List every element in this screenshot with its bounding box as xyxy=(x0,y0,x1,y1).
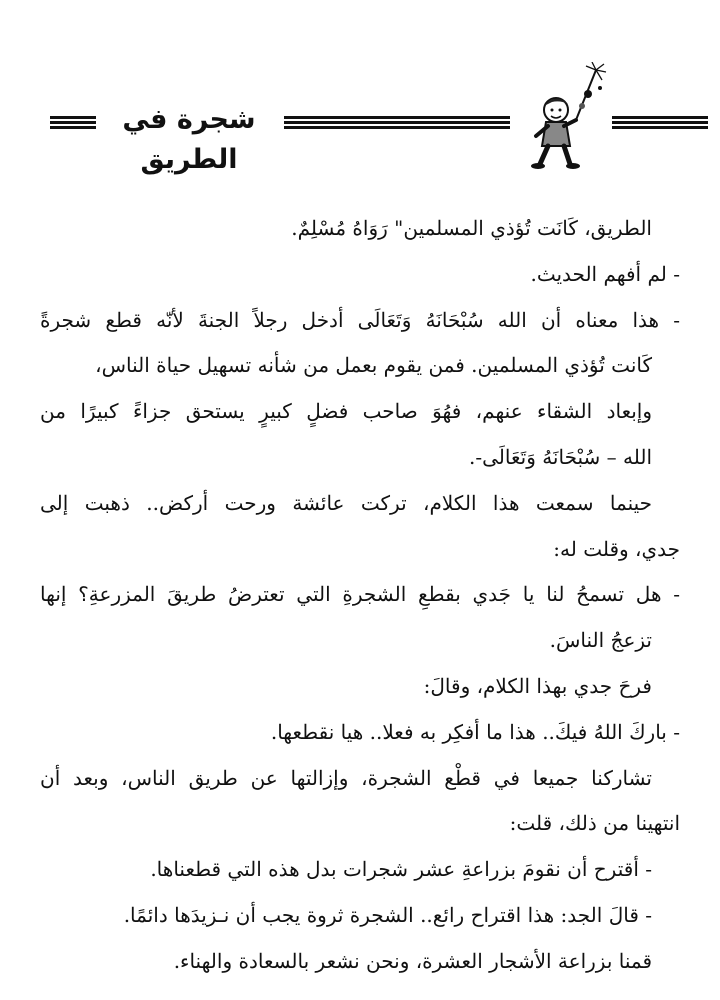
decorative-triple-rule-middle xyxy=(284,116,510,128)
story-line: - هل تسمحُ لنا يا جَدي بقطعِ الشجرةِ التي تعترضُ طريقَ المزرعةِ؟ إنها xyxy=(40,582,680,607)
story-line: وإبعاد الشقاء عنهم، فهُوَ صاحب فضلٍ كبيرٍ يستحق جزاءً كبيرًا من xyxy=(40,399,652,424)
chapter-title: شجرة في الطريق xyxy=(122,104,256,175)
story-line: تزعجُ الناسَ. xyxy=(549,628,652,653)
page-header xyxy=(0,62,720,175)
story-line: - لم أفهم الحديث. xyxy=(530,261,680,286)
story-line: الطريق، كَانَت تُؤذي المسلمين" رَوَاهُ مُسْلِمٌ. xyxy=(291,216,652,240)
story-line: - باركَ اللهُ فيكَ.. هذا ما أفكِر به فعلا.. هيا نقطعها. xyxy=(270,719,680,744)
boy-with-sparkler-icon xyxy=(516,62,612,172)
story-line: حينما سمعت هذا الكلام، تركت عائشة ورحت أركض.. ذهبت إلى xyxy=(40,490,652,515)
story-line: الله – سُبْحَانَهُ وَتَعَالَى-. xyxy=(469,444,652,469)
story-line: كَانت تُؤذي المسلمين. فمن يقوم بعمل من شأنه تسهيل حياة الناس، xyxy=(95,353,652,378)
story-line: انتهينا من ذلك، قلت: xyxy=(509,811,680,836)
story-line: تشاركنا جميعا في قطْع الشجرة، وإزالتها عن طريق الناس، وبعد أن xyxy=(40,765,652,790)
decorative-triple-rule-right xyxy=(612,116,708,128)
decorative-triple-rule-left xyxy=(50,116,96,128)
story-line: - قالَ الجد: هذا اقتراح رائع.. الشجرة ثروة يجب أن نـزيدَها دائمًا. xyxy=(123,902,652,927)
story-body xyxy=(40,206,680,985)
story-line: - أقترح أن نقومَ بزراعةِ عشر شجرات بدل هذه التي قطعناها. xyxy=(150,857,652,882)
story-line: قمنا بزراعة الأشجار العشرة، ونحن نشعر بالسعادة والهناء. xyxy=(173,948,652,973)
story-line: جدي، وقلت له: xyxy=(553,536,680,561)
story-line: - هذا معناه أن الله سُبْحَانَهُ وَتَعَالَى أدخل رجلاً الجنةَ لأنّه قطع شجرةً xyxy=(40,307,680,332)
story-line: فرحَ جدي بهذا الكلام، وقالَ: xyxy=(423,673,652,698)
